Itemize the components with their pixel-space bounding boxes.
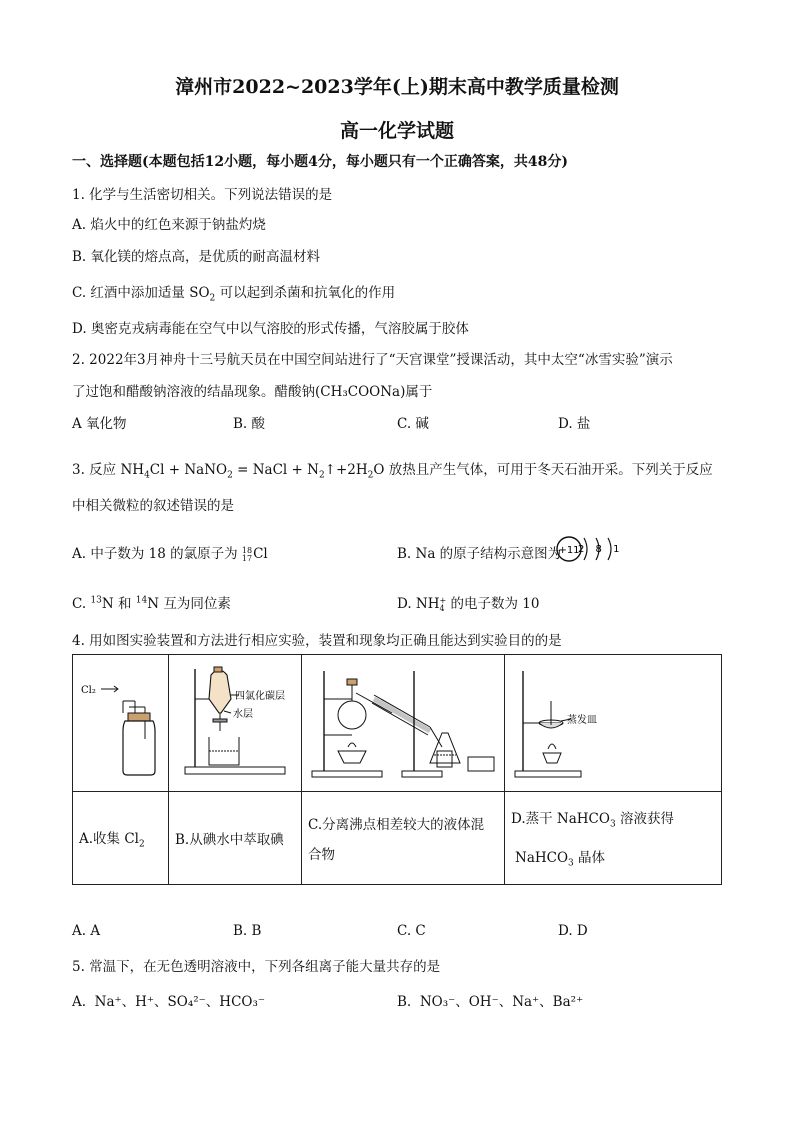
evaporation-figure xyxy=(505,655,722,791)
q2-stem-line2: 了过饱和醋酸钠溶液的结晶现象。醋酸钠(CH₃COONa)属于 xyxy=(72,384,433,400)
apparatus-b-cell xyxy=(169,655,302,792)
q3-stem-line1: 3. 反应 $NH_4Cl$ + NaNO$_2$ = NaCl + $N_2↑+2H_2O$ 放热且产生气体，可用于冬天石油开采。下列关于反应 xyxy=(72,462,713,481)
caption-a: A.收集 $Cl_2$ xyxy=(73,792,169,885)
water-layer-label: 水层 xyxy=(233,709,253,720)
q4-option-c: C. C xyxy=(397,923,426,939)
q2-option-c: C. 碱 xyxy=(397,416,429,432)
q1-option-d: D. 奥密克戎病毒能在空气中以气溶胶的形式传播，气溶胶属于胶体 xyxy=(72,321,469,337)
caption-c: C.分离沸点相差较大的液体混 合物 xyxy=(302,792,505,885)
evaporating-dish-label: 蒸发皿 xyxy=(567,715,597,726)
caption-b: B.从碘水中萃取碘 xyxy=(169,792,302,885)
section-heading: 一、选择题(本题包括12小题，每小题4分，每小题只有一个正确答案，共48分) xyxy=(72,154,568,170)
q4-stem: 4. 用如图实验装置和方法进行相应实验，装置和现象均正确且能达到实验目的的是 xyxy=(72,633,562,649)
caption-d: D.蒸干 NaHCO$_3$ 溶液获得 NaHCO$_3$ 晶体 xyxy=(505,792,722,885)
q1-stem: 1. 化学与生活密切相关。下列说法错误的是 xyxy=(72,187,333,203)
q2-option-a: A 氧化物 xyxy=(72,416,127,432)
q3-option-d: D. NH + 4 的电子数为 10 xyxy=(397,595,540,613)
q2-option-d: D. 盐 xyxy=(558,416,591,432)
cl2-label: Cl₂ xyxy=(81,685,96,696)
nucleus-charge: +11 xyxy=(558,545,580,556)
apparatus-c-cell xyxy=(302,655,505,792)
q3-stem-line2: 中相关微粒的叙述错误的是 xyxy=(72,498,234,514)
shell-electrons: 2 8 1 xyxy=(578,544,624,555)
distillation-figure xyxy=(302,655,505,791)
q5-option-a: A. Na⁺、H⁺、SO₄²⁻、HCO₃⁻ xyxy=(72,994,265,1010)
page-subtitle: 高一化学试题 xyxy=(339,120,454,142)
experiment-table xyxy=(72,654,722,885)
na-atom-structure-diagram xyxy=(556,533,624,565)
q4-option-a: A. A xyxy=(72,923,101,939)
gas-collection-bottle-figure xyxy=(73,655,169,791)
q3-option-b: B. Na 的原子结构示意图为 xyxy=(397,546,562,562)
q2-stem-line1: 2. 2022年3月神舟十三号航天员在中国空间站进行了“天宫课堂”授课活动，其中太空“冰雪实验”演示 xyxy=(72,352,673,368)
q2-option-b: B. 酸 xyxy=(233,416,266,432)
ccl4-layer-label: 四氯化碳层 xyxy=(235,691,285,702)
q1-option-a: A. 焰火中的红色来源于钠盐灼烧 xyxy=(72,217,266,233)
q5-option-b: B. NO₃⁻、OH⁻、Na⁺、Ba²⁺ xyxy=(397,994,584,1010)
q4-option-d: D. D xyxy=(558,923,588,939)
apparatus-a-cell xyxy=(73,655,169,792)
apparatus-d-cell xyxy=(505,655,722,792)
q4-option-b: B. B xyxy=(233,923,262,939)
q3-option-a: A. 中子数为 18 的氯原子为 18 17 Cl xyxy=(72,545,268,563)
page-title: 漳州市2022~2023学年(上)期末高中教学质量检测 xyxy=(175,76,619,98)
q5-stem: 5. 常温下，在无色透明溶液中，下列各组离子能大量共存的是 xyxy=(72,959,441,975)
q3-option-c: C. $^{13}$N 和 $^{14}$N 互为同位素 xyxy=(72,595,231,612)
q1-option-b: B. 氧化镁的熔点高，是优质的耐高温材料 xyxy=(72,249,321,265)
q1-option-c: C. 红酒中添加适量 $SO_2$ 可以起到杀菌和抗氧化的作用 xyxy=(72,285,396,304)
separatory-funnel-figure xyxy=(169,655,302,791)
